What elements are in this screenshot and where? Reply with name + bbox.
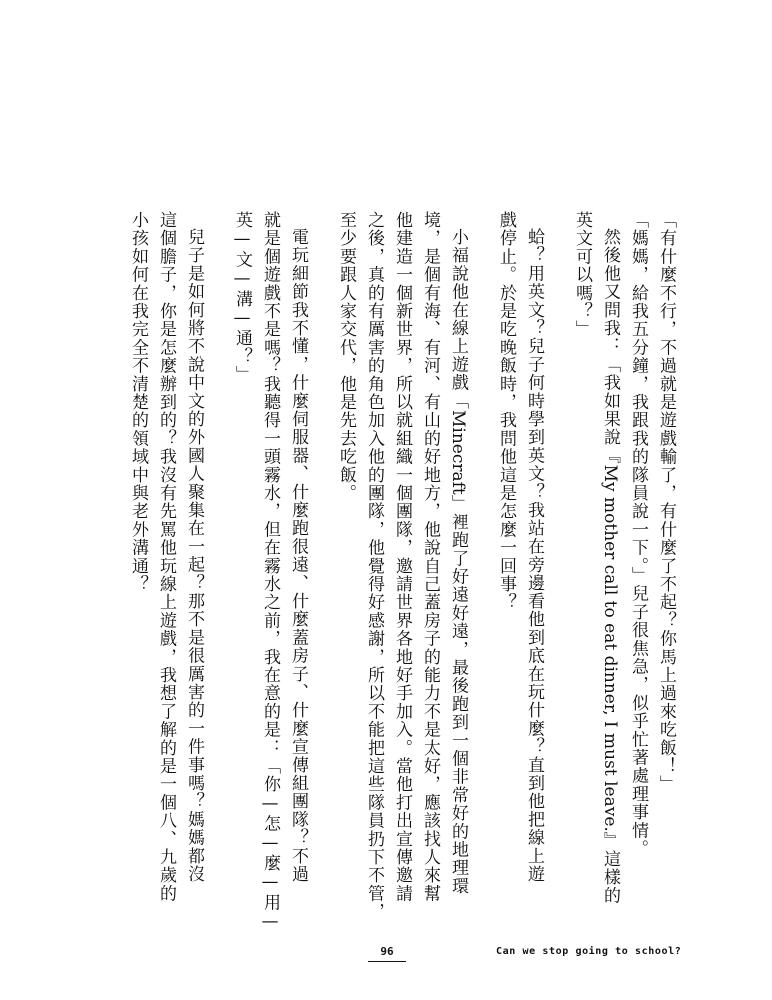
text-line: 蛤？用英文？兒子何時學到英文？我站在旁邊看他到底在玩什麼？直到他把線上遊 (524, 228, 544, 884)
text-line: 然後他又問我：「我如果說『My mother call to eat dinner, I must leave.』這樣的 (600, 228, 620, 905)
text-line: 戲停止。於是吃晚飯時，我問他這是怎麼一回事？ (496, 211, 516, 612)
text-line: 英文可以嗎？」 (572, 211, 592, 339)
text-line: 境，是個有海、有河、有山的好地方，他說自己蓋房子的能力不是太好，應該找人來幫 (420, 211, 440, 903)
text-line: 小福說他在線上遊戲「Minecraft」裡跑了好遠好遠，最後跑到一個非常好的地理環 (448, 228, 468, 896)
page-number: 96 (380, 945, 394, 958)
text-line: 他建造一個新世界，所以就組織一個團隊，邀請世界各地好手加入。當他打出宣傳邀請 (392, 211, 412, 903)
text-line: 「有什麼不行，不過就是遊戲輸了，有什麼了不起？你馬上過來吃飯！」 (656, 211, 676, 794)
text-line: 「媽媽，給我五分鐘，我跟我的隊員說一下。」兒子很焦急，似乎忙著處理事情。 (628, 211, 648, 858)
text-line: 這個膽子，你是怎麼辦到的？我沒有先罵他玩線上遊戲，我想了解的是一個八、九歲的 (156, 211, 176, 903)
text-line: 電玩細節我不懂，什麼伺服器、什麼跑很遠、什麼蓋房子、什麼宣傳組團隊？不過 (288, 228, 308, 884)
page-number-underline (368, 961, 406, 962)
book-title: Can we stop going to school? (496, 946, 682, 957)
latin-run: My mother call to eat dinner, I must leave. (600, 464, 620, 832)
latin-run: Minecraft (448, 410, 468, 495)
text-line: 至少要跟人家交代，他是先去吃飯。 (336, 211, 356, 503)
text-line: 小孩如何在我完全不清楚的領域中與老外溝通？ (128, 211, 148, 594)
text-line: 之後，真的有厲害的角色加入他的團隊，他覺得好感謝，所以不能把這些隊員扔下不管， (364, 211, 384, 921)
text-line: 英—文—溝—通？」 (232, 211, 252, 384)
text-line: 兒子是如何將不說中文的外國人聚集在一起？那不是很厲害的一件事嗎？媽媽都沒 (184, 228, 204, 884)
text-line: 就是個遊戲不是嗎？我聽得一頭霧水，但在霧水之前，我在意的是：「你—怎—麼—用— (260, 211, 280, 933)
